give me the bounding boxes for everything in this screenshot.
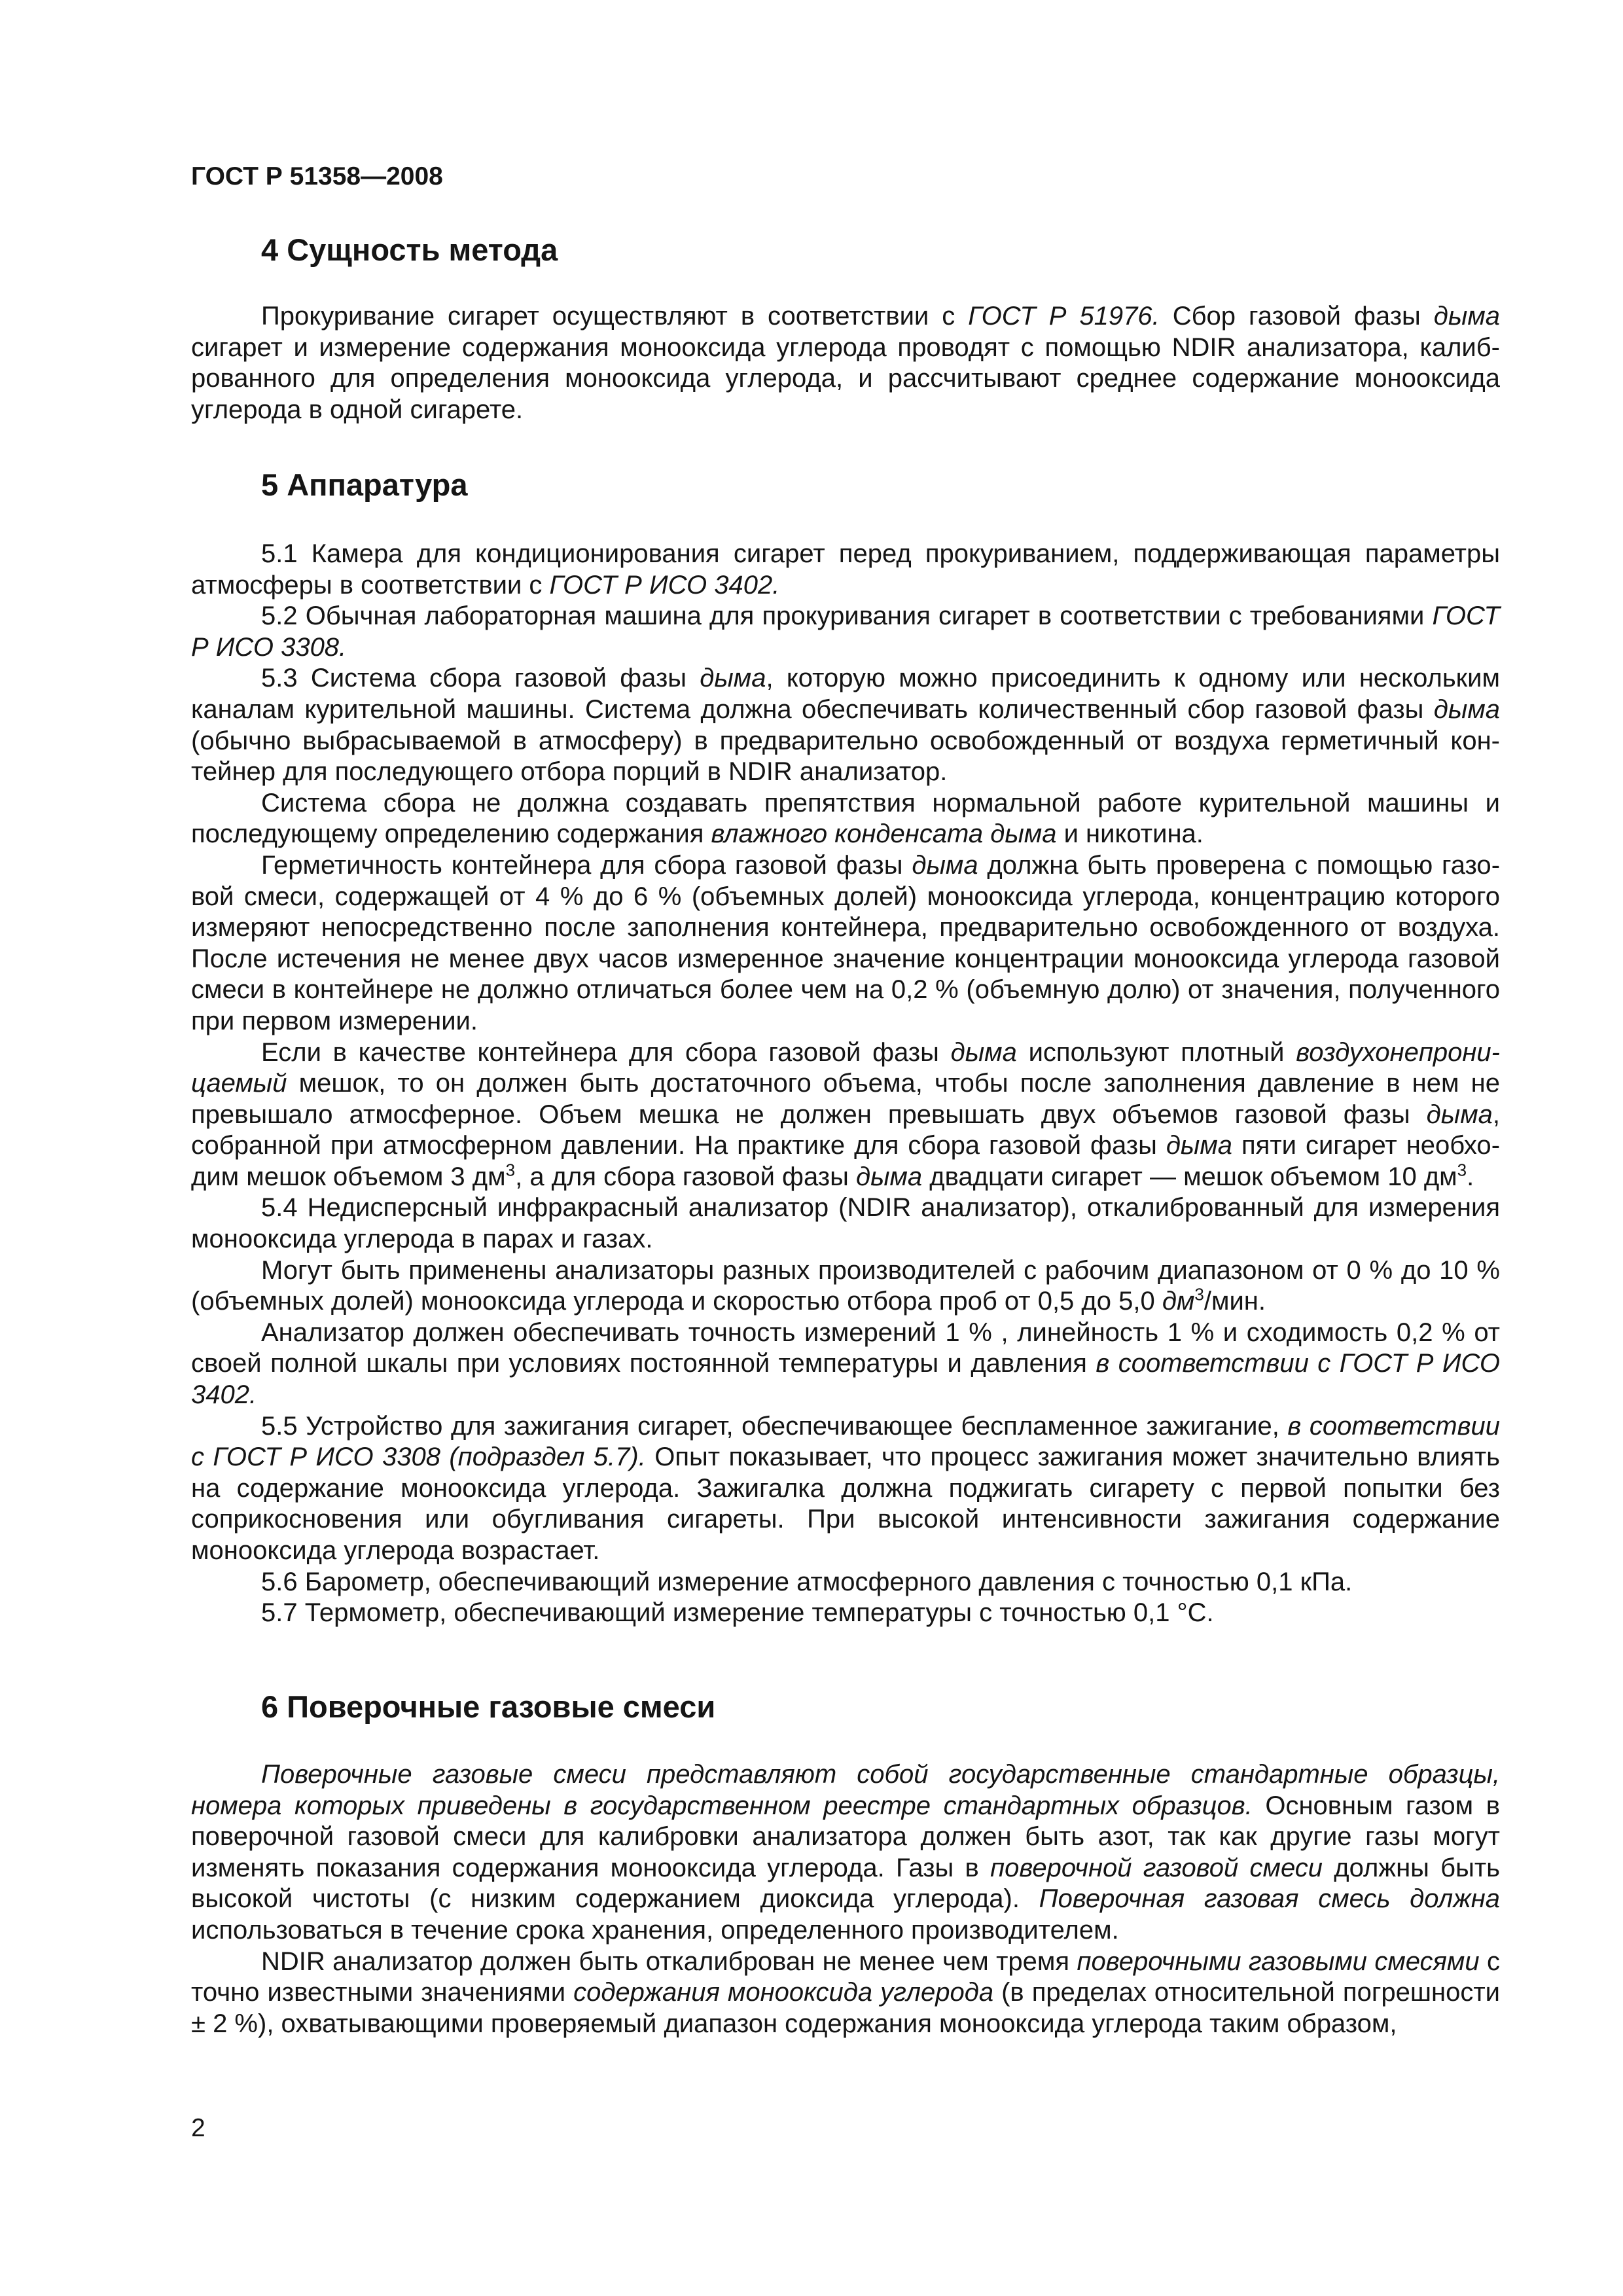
section-6-body bbox=[191, 1759, 1508, 2039]
section-5-heading: 5 Аппаратура bbox=[261, 467, 468, 502]
section-6-heading: 6 Поверочные газовые смеси bbox=[261, 1689, 716, 1724]
paragraph: 5.4 Недисперсный инфракрасный анализатор (NDIR анализатор), откалиброванный для измерения монооксида углерода в парах и газах. bbox=[191, 1193, 1508, 1254]
section-4-body bbox=[191, 301, 1508, 425]
paragraph: 5.1 Камера для кондиционирования сигарет перед прокуриванием, поддерживающая параметры атмосферы в соответствии с ГОСТ Р ИСО 3402. bbox=[191, 539, 1508, 600]
paragraph: 5.3 Система сбора газовой фазы дыма, которую можно присоединить к одному или нескольким каналам курительной машины. Система должна обеспечивать количественный сбор газовой фазы дыма (обычно выбрасываемой в атмосферу) в предварительно освобожденный от воздуха герметичный контейнер для последующего отбора порций в NDIR анализатор. bbox=[191, 664, 1508, 787]
paragraph: Анализатор должен обеспечивать точность измерений 1 % , линейность 1 % и сходимость 0,2 % от своей полной шкалы при условиях постоянной температуры и давления в соответствии с ГОСТ Р ИСО 3402. bbox=[191, 1318, 1508, 1410]
paragraph: Если в качестве контейнера для сбора газовой фазы дыма используют плотный воздухонепроницаемый мешок, то он должен быть достаточного объема, чтобы после заполнения давление в нем не превышало атмосферное. Объем мешка не должен превышать двух объемов газовой фазы дыма, собранной при атмосферном давлении. На практике для сбора газовой фазы дыма пяти сигарет необходим мешок объемом 3 $дм^3$, а для сбора газовой фазы дыма двадцати сигарет — мешок объемом 10 $дм^3$. bbox=[191, 1037, 1508, 1191]
paragraph: Система сбора не должна создавать препятствия нормальной работе курительной машины и последующему определению содержания влажного конденсата дыма и никотина. bbox=[191, 788, 1508, 849]
paragraph: 5.6 Барометр, обеспечивающий измерение атмосферного давления с точностью 0,1 кПа. bbox=[261, 1567, 1353, 1596]
paragraph: Герметичность контейнера для сбора газовой фазы дыма должна быть проверена с помощью газовой смеси, содержащей от 4 % до 6 % (объемных долей) монооксида углерода, концентрацию которого измеряют непосредственно после заполнения контейнера, предварительно освобожденного от воздуха. После истечения не менее двух часов измеренное значение концентрации монооксида углерода газовой смеси в контейнере не должно отличаться более чем на 0,2 % (объемную долю) от значения, полученного при первом измерении. bbox=[191, 850, 1508, 1035]
paragraph: 5.2 Обычная лабораторная машина для прокуривания сигарет в соответствии с требованиями ГОСТ Р ИСО 3308. bbox=[191, 601, 1500, 662]
doc-code: ГОСТ Р 51358—2008 bbox=[191, 162, 443, 190]
paragraph: Поверочные газовые смеси представляют собой государственные стандартные образцы, номера которых приведены в государственном реестре стандартных образцов. Основным газом в поверочной газовой смеси для калибровки анализатора должен быть азот, так как другие газы могут изменять показания содержания монооксида углерода. Газы в поверочной газовой смеси должны быть высокой чистоты (с низким содержанием диоксида углерода). Поверочная газовая смесь должна использоваться в течение срока хранения, определенного производителем. bbox=[191, 1760, 1508, 1945]
paragraph: Прокуривание сигарет осуществляют в соответствии с ГОСТ Р 51976. Сбор газовой фазы дыма сигарет и измерение содержания монооксида углерода проводят с помощью NDIR анализатора, калиброванного для определения монооксида углерода, и рассчитывают среднее содержание монооксида углерода в одной сигарете. bbox=[191, 302, 1508, 424]
section-4-heading: 4 Сущность метода bbox=[261, 232, 558, 267]
paragraph: Могут быть применены анализаторы разных производителей с рабочим диапазоном от 0 % до 10 % (объемных долей) монооксида углерода и скоростью отбора проб от 0,5 до 5,0 $дм^3$/мин. bbox=[191, 1255, 1508, 1316]
page-number: 2 bbox=[191, 2114, 205, 2142]
section-5-body bbox=[191, 539, 1508, 1629]
paragraph: 5.7 Термометр, обеспечивающий измерение температуры с точностью 0,1 °С. bbox=[261, 1598, 1214, 1628]
paragraph: 5.5 Устройство для зажигания сигарет, обеспечивающее беспламенное зажигание, в соответствии с ГОСТ Р ИСО 3308 (подраздел 5.7). Опыт показывает, что процесс зажигания может значительно влиять на содержание монооксида углерода. Зажигалка должна поджигать сигарету с первой попытки без соприкосновения или обугливания сигареты. При высокой интенсивности зажигания содержание монооксида углерода возрастает. bbox=[191, 1411, 1508, 1565]
paragraph: NDIR анализатор должен быть откалиброван не менее чем тремя поверочными газовыми смесями с точно известными значениями содержания монооксида углерода (в пределах относительной погрешности ± 2 %), охватывающими проверяемый диапазон содержания монооксида углерода таким образом, bbox=[191, 1946, 1508, 2038]
